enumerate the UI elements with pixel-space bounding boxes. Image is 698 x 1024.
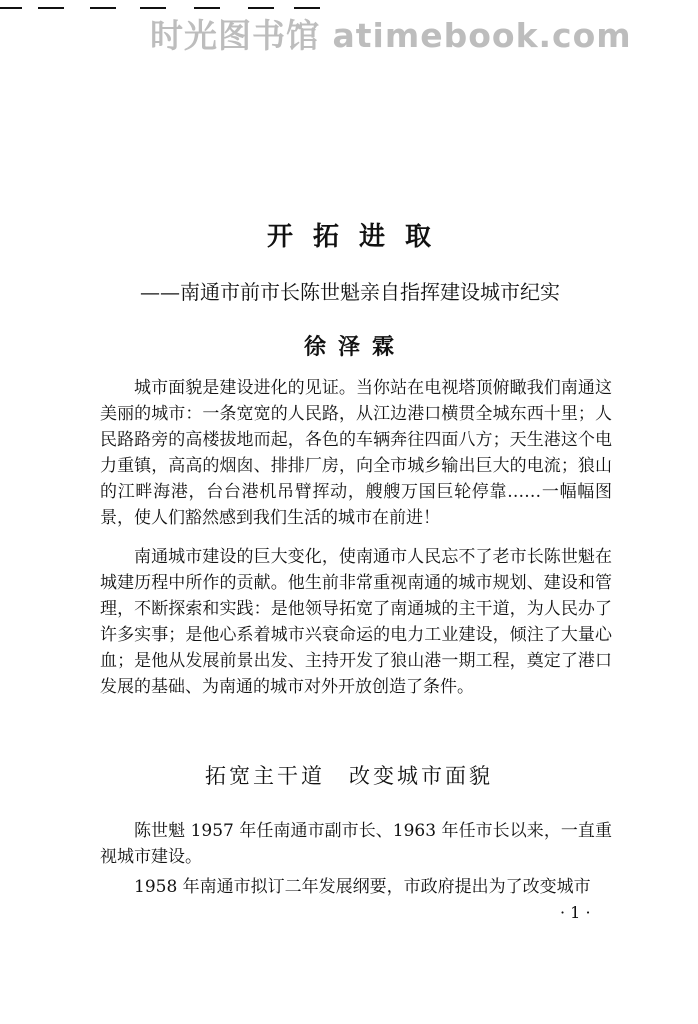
page-number: · 1 · xyxy=(560,903,591,922)
paragraph: 陈世魁 1957 年任南通市副市长、1963 年任市长以来，一直重视城市建设。 xyxy=(100,821,612,867)
watermark: 时光图书馆 atimebook.com xyxy=(150,16,632,55)
author-name: 徐泽霖 xyxy=(303,334,406,360)
section-heading: 拓宽主干道 改变城市面貌 xyxy=(205,764,493,788)
article-title: 开拓进取 xyxy=(266,222,451,252)
article-subtitle: ——南通市前市长陈世魁亲自指挥建设城市纪实 xyxy=(140,280,560,304)
paragraph: 城市面貌是建设进化的见证。当你站在电视塔顶俯瞰我们南通这美丽的城市：一条宽宽的人民路，从江边港口横贯全城东西十里；人民路路旁的高楼拔地而起，各色的车辆奔往四面八方；天生港这个电力重镇，高高的烟囱、排排厂房，向全市城乡输出巨大的电流；狼山的江畔海港，台台港机吊臂挥动，艘艘万国巨轮停靠……一幅幅图景，使人们豁然感到我们生活的城市在前进！ xyxy=(100,378,612,528)
paragraph: 南通城市建设的巨大变化，使南通市人民忘不了老市长陈世魁在城建历程中所作的贡献。他生前非常重视南通的城市规划、建设和管理，不断探索和实践：是他领导拓宽了南通城的主干道，为人民办了许多实事；是他心系着城市兴衰命运的电力工业建设，倾注了大量心血；是他从发展前景出发、主持开发了狼山港一期工程，奠定了港口发展的基础、为南通的城市对外开放创造了条件。 xyxy=(100,547,612,697)
paragraph: 1958 年南通市拟订二年发展纲要，市政府提出为了改变城市 xyxy=(134,877,591,897)
